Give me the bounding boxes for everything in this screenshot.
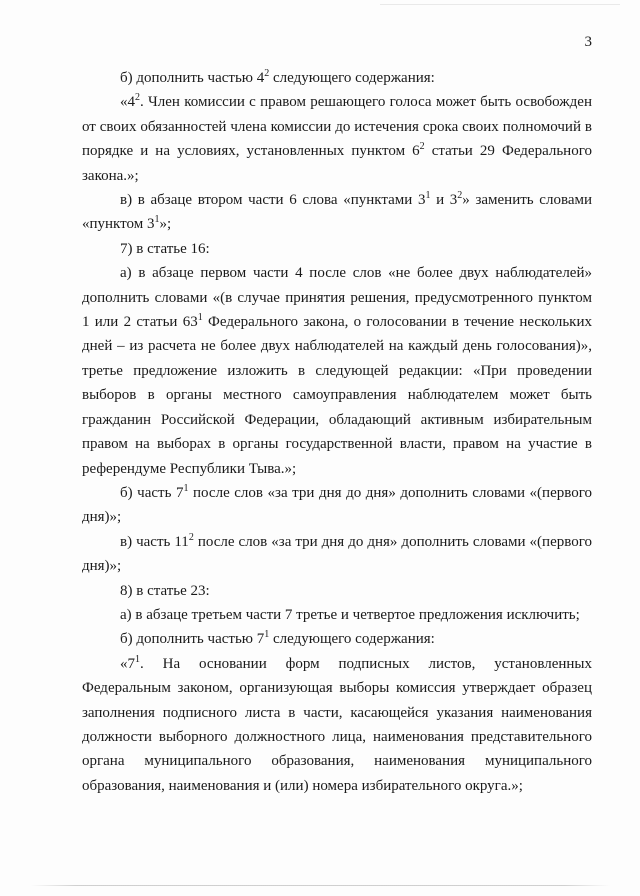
superscript: 1 — [135, 653, 140, 665]
text-run: «7 — [120, 655, 135, 672]
paragraph — [82, 481, 592, 530]
superscript: 2 — [419, 141, 425, 153]
text-run: а) в абзаце третьем части 7 третье и четвертое предложения исключить; — [120, 606, 580, 623]
paragraph — [82, 530, 592, 579]
paragraph — [82, 652, 592, 798]
text-run: 7) в статье 16: — [120, 240, 210, 257]
text-run: 8) в статье 23: — [120, 582, 210, 599]
text-run: следующего содержания: — [269, 70, 435, 86]
text-run: б) дополнить частью 7 — [120, 631, 265, 648]
paragraph — [82, 627, 592, 651]
superscript: 1 — [425, 190, 431, 202]
paragraph — [82, 188, 592, 237]
text-run: . На основании форм подписных листов, установленных Федеральным законом, организующая выборы комиссия утверждает образец заполнения подписного листа в части, касающейся указания наименования должности выборного должностного лица, наименования представительного органа муниципального образования, наименования муниципального образования, наименования и (или) номера избирательного округа.»; — [82, 655, 592, 794]
superscript: 2 — [264, 68, 270, 79]
paragraph — [82, 261, 592, 481]
paragraph — [82, 237, 592, 261]
text-run: б) часть 7 — [120, 484, 184, 501]
paragraph — [82, 603, 592, 627]
text-run: после слов «за три дня до дня» дополнить словами «(первого дня)»; — [82, 533, 592, 575]
text-run: Федерального закона, о голосовании в течение нескольких дней – из расчета не более двух наблюдателей на каждый день голосования)», третье предложение изложить в следующей редакции: «При проведении выборов в органы местного самоуправления наблюдателем может быть гражданин Российской Федерации, обладающий активным избирательным правом на выборах в органы государственной власти, правом на участие в референдуме Республики Тыва.»; — [82, 314, 592, 477]
superscript: 1 — [197, 312, 203, 324]
text-run: »; — [159, 216, 172, 233]
text-run: в) в абзаце втором части 6 слова «пунктами 3 — [120, 192, 426, 209]
text-run: после слов «за три дня до дня» дополнить словами «(первого дня)»; — [82, 484, 592, 526]
text-run: следующего содержания: — [269, 631, 435, 648]
scan-edge-top — [380, 4, 620, 5]
text-run: а) в абзаце первом части 4 после слов «не более двух наблюдателей» дополнить словами «(в случае принятия решения, предусмотренного пунктом 1 или 2 статьи 63 — [82, 265, 592, 331]
document-body — [82, 66, 592, 798]
superscript: 2 — [135, 92, 140, 104]
text-run: » заменить словами «пунктом 3 — [82, 192, 593, 233]
text-run: б) дополнить частью 4 — [120, 70, 265, 86]
text-run: и 3 — [430, 192, 458, 209]
paragraph — [82, 90, 592, 188]
page-number: 3 — [584, 34, 592, 50]
text-run: . Член комиссии с правом решающего голоса может быть освобожден от своих обязанностей члена комиссии до истечения срока своих полномочий в порядке и на условиях, установленных пунктом 6 — [82, 94, 592, 160]
superscript: 1 — [264, 629, 270, 641]
superscript: 1 — [183, 482, 189, 494]
paragraph — [82, 66, 592, 90]
superscript: 2 — [188, 531, 194, 543]
text-run: статьи 29 Федерального закона.»; — [82, 143, 592, 184]
text-run: в) часть 11 — [120, 533, 189, 550]
paragraph — [82, 579, 592, 603]
superscript: 2 — [457, 190, 463, 202]
superscript: 1 — [154, 214, 160, 226]
scan-edge-bottom — [30, 885, 610, 886]
text-run: «4 — [120, 94, 135, 111]
